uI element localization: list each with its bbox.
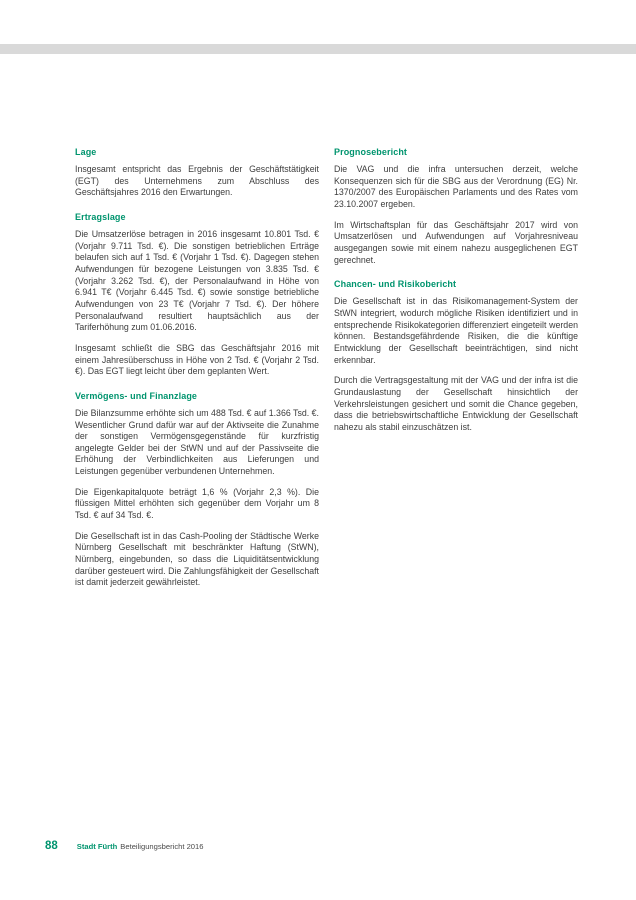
page-number: 88 — [45, 840, 58, 852]
left-column — [75, 147, 319, 598]
page-top-divider-bar — [0, 44, 636, 54]
paragraph-finanzlage-1: Die Bilanzsumme erhöhte sich um 488 Tsd. € auf 1.366 Tsd. €. Wesentlicher Grund dafür war auf der Aktivseite die Zunahme der sonstigen Vermögensgegenstände für kurzfristig angelegte Gelder bei der StWN und auf der Passivseite die Erhöhung der Verbindlichkeiten aus Lieferungen und Leistungen gegenüber verbundenen Unternehmen. — [75, 407, 319, 477]
paragraph-finanzlage-3: Die Gesellschaft ist in das Cash-Pooling der Städtische Werke Nürnberg Gesellschaft mit beschränkter Haftung (StWN), Nürnberg, eingebunden, so dass die Liquiditätsentwicklung darüber gesteuert wird. Die Zahlungsfähigkeit der Gesellschaft ist damit jederzeit gewährleistet. — [75, 530, 319, 588]
paragraph-finanzlage-2: Die Eigenkapitalquote beträgt 1,6 % (Vorjahr 2,3 %). Die flüssigen Mittel erhöhten sich gegenüber dem Vorjahr um 8 Tsd. € auf 34 Tsd. €. — [75, 486, 319, 521]
page-footer — [45, 840, 203, 852]
paragraph-risiko-1: Die Gesellschaft ist in das Risikomanagement-System der StWN integriert, wodurch mögliche Risiken identifiziert und in entsprechende Risikokategorien differenziert eingeteilt werden können. Bestandsgefährdende Risiken, die die künftige Entwicklung der Gesellschaft beeinträchtigen, sind nicht erkennbar. — [334, 296, 578, 365]
paragraph-ertragslage-2: Insgesamt schließt die SBG das Geschäftsjahr 2016 mit einem Jahresüberschuss in Höhe von 2 Tsd. € (Vorjahr 2 Tsd. €). Das EGT liegt leicht über dem geplanten Wert. — [75, 342, 319, 377]
paragraph-prognose-1: Die VAG und die infra untersuchen derzeit, welche Konsequenzen sich für die SBG aus der Verordnung (EG) Nr. 1370/2007 des Europäischen Parlaments und des Rates vom 23.10.2007 ergeben. — [334, 164, 578, 209]
heading-prognosebericht: Prognosebericht — [334, 147, 408, 157]
heading-ertragslage: Ertragslage — [75, 211, 126, 222]
right-column — [334, 147, 578, 598]
paragraph-risiko-2: Durch die Vertragsgestaltung mit der VAG und der infra ist die Grundauslastung der Gesellschaft hinsichtlich der Verkehrsleistungen gesichert und somit die Chance gegeben, dass die betriebswirtschaftliche Entwicklung der Gesellschaft nahezu als stabil einzuschätzen ist. — [334, 375, 578, 432]
heading-vermoegens-und-finanzlage: Vermögens- und Finanzlage — [75, 390, 198, 401]
paragraph-lage: Insgesamt entspricht das Ergebnis der Geschäftstätigkeit (EGT) des Unternehmens zum Abschluss des Geschäftsjahres 2016 den Erwartungen. — [75, 164, 319, 198]
paragraph-prognose-2: Im Wirtschaftsplan für das Geschäftsjahr 2017 wird von Umsatzerlösen und Aufwendungen auf Vorjahresniveau ausgegangen sowie mit einem nahezu ausgeglichenen EGT gerechnet. — [334, 219, 578, 265]
heading-lage: Lage — [75, 147, 97, 157]
two-column-content — [75, 147, 578, 598]
heading-chancen-und-risikobericht: Chancen- und Risikobericht — [334, 279, 457, 290]
footer-report-title: Beteiligungsbericht 2016 — [120, 842, 204, 851]
footer-brand: Stadt Fürth — [76, 842, 118, 851]
paragraph-ertragslage-1: Die Umsatzerlöse betragen in 2016 insgesamt 10.801 Tsd. € (Vorjahr 9.711 Tsd. €). Die sonstigen betrieblichen Erträge belaufen sich auf 1 Tsd. € (Vorjahr 1 Tsd. €). Dagegen stehen Aufwendungen für bezogene Leistungen von 3.835 Tsd. € (Vorjahr 3.262 Tsd. €), der Personalaufwand in Höhe von 6.941 T€ (Vorjahr 6.445 Tsd. €) sowie sonstige betriebliche Aufwendungen von 23 T€ (Vorjahr 7 Tsd. €). Der höhere Personalaufwand resultiert hauptsächlich aus der Tariferhöhung zum 01.06.2016. — [75, 228, 319, 333]
